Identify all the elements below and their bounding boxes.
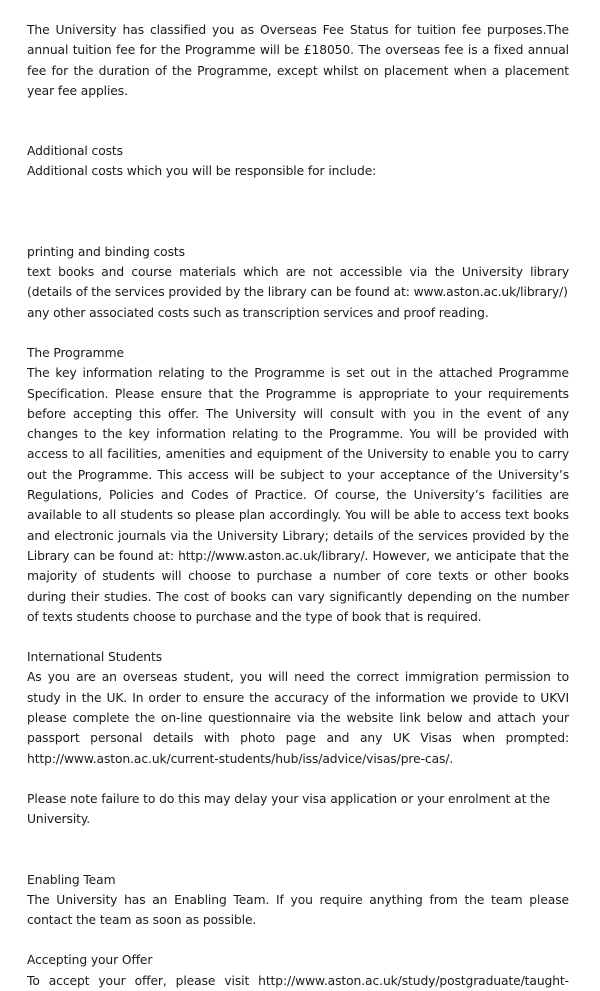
- spacer: [27, 323, 569, 343]
- spacer: [27, 101, 569, 141]
- accepting-heading: Accepting your Offer: [27, 953, 153, 968]
- document-page: [27, 20, 569, 991]
- accepting-paragraph: To accept your offer, please visit http://www.aston.ac.uk/study/postgraduate/taught-: [27, 973, 569, 988]
- international-paragraph: As you are an overseas student, you will need the correct immigration permission to study in the UK. In order to ensure the accuracy of the information we provide to UKVI please complete the on-line questionnaire via the website link below and attach your passport personal details with photo page and any UK Visas when prompted: http://www.aston.ac.uk/current-students/hub/iss/advice/visas/pre-cas/.: [27, 670, 569, 766]
- enabling-team-paragraph: The University has an Enabling Team. If you require anything from the team please contact the team as soon as possible.: [27, 892, 569, 928]
- international-heading: International Students: [27, 650, 163, 665]
- additional-cost-item: any other associated costs such as transcription services and proof reading.: [27, 305, 489, 320]
- spacer: [27, 627, 569, 647]
- international-note: Please note failure to do this may delay your visa application or your enrolment at the University.: [27, 791, 551, 827]
- additional-cost-item: printing and binding costs: [27, 244, 185, 259]
- additional-costs-heading: Additional costs: [27, 144, 123, 159]
- spacer: [27, 222, 569, 242]
- programme-heading: The Programme: [27, 345, 124, 360]
- additional-cost-item: text books and course materials which are not accessible via the University library (details of the services provided by the library can be found at: www.aston.ac.uk/library/): [27, 265, 569, 300]
- enabling-team-heading: Enabling Team: [27, 872, 116, 887]
- programme-paragraph: The key information relating to the Programme is set out in the attached Programme Specification. Please ensure that the Programme is appropriate to your requirements before accepting this offer. The University will consult with you in the event of any changes to the key information relating to the Programme. You will be provided with access to all facilities, amenities and equipment of the University to enable you to carry out the Programme. This access will be subject to your acceptance of the University’s Regulations, Policies and Codes of Practice. Of course, the University’s facilities are available to all students so please plan accordingly. You will be able to access text books and electronic journals via the University Library; details of the services provided by the Library can be found at: http://www.aston.ac.uk/library/. However, we anticipate that the majority of students will choose to purchase a number of core texts or other books during their studies. The cost of books can vary significantly depending on the number of texts students choose to purchase and the type of book that is required.: [27, 366, 569, 624]
- fee-status-paragraph: The University has classified you as Overseas Fee Status for tuition fee purposes.The annual tuition fee for the Programme will be £18050. The overseas fee is a fixed annual fee for the duration of the Programme, except whilst on placement when a placement year fee applies.: [27, 23, 569, 98]
- spacer: [27, 182, 569, 222]
- spacer: [27, 930, 569, 950]
- spacer: [27, 769, 569, 789]
- spacer: [27, 830, 569, 870]
- additional-costs-intro: Additional costs which you will be responsible for include:: [27, 164, 377, 179]
